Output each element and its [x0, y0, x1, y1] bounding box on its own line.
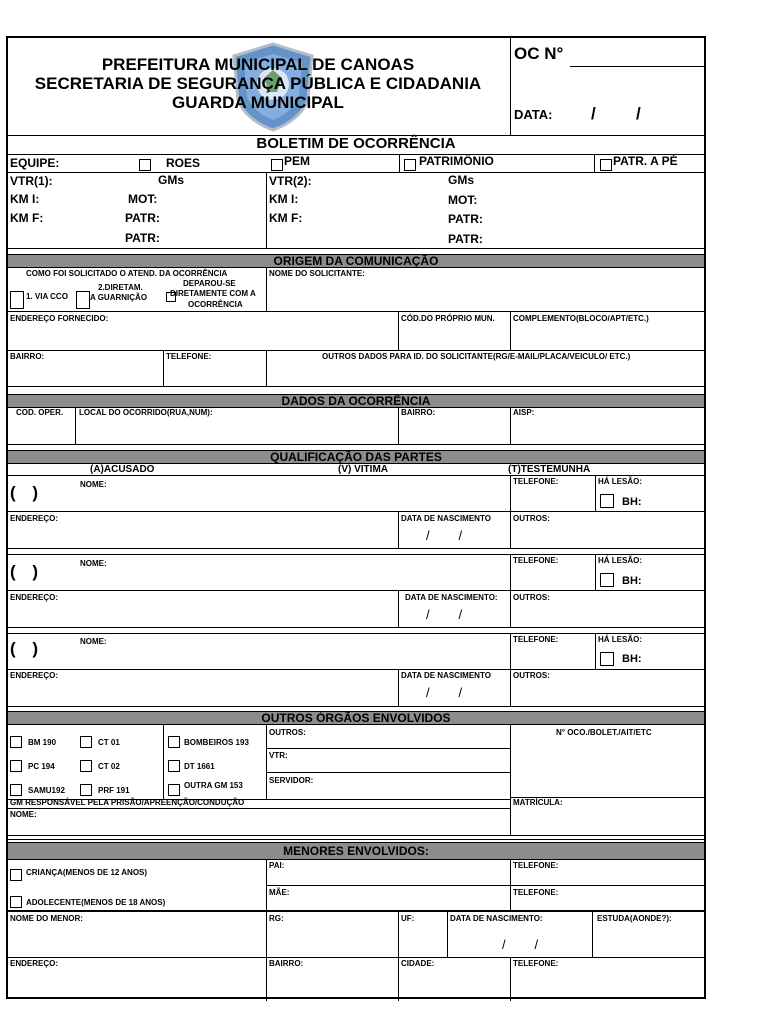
party-3-data-nasc-label: DATA DE NASCIMENTO [401, 671, 491, 680]
bombeiros-checkbox[interactable] [168, 736, 180, 748]
complemento-label: COMPLEMENTO(BLOCO/APT/ETC.) [513, 314, 649, 323]
telefone-solicitante-label: TELEFONE: [166, 352, 212, 361]
qualificacao-band: QUALIFICAÇÃO DAS PARTES [8, 450, 704, 464]
bairro-solicitante-label: BAIRRO: [10, 352, 45, 361]
vitima-label: (V) VITIMA [338, 464, 388, 475]
km-i-2-label: KM I: [269, 192, 299, 206]
estuda-label: ESTUDA(AONDE?): [597, 914, 672, 923]
menor-cidade-label: CIDADE: [401, 959, 435, 968]
party-2-date-field[interactable]: / / [426, 607, 463, 622]
km-i-1-label: KM I: [10, 192, 40, 206]
party-2-data-nasc-label: DATA DE NASCIMENTO: [405, 593, 498, 602]
party-1-outros-label: OUTROS: [513, 514, 550, 523]
rg-label: RG: [269, 914, 284, 923]
date-label: DATA: [514, 107, 553, 122]
party-3-lesao-label: HÁ LESÃO: [598, 635, 642, 644]
pem-checkbox[interactable] [271, 159, 283, 171]
bm-checkbox[interactable] [10, 736, 22, 748]
origem-band: ORIGEM DA COMUNICAÇÃO [8, 254, 704, 268]
dados-band: DADOS DA OCORRÊNCIA [8, 394, 704, 408]
prf-checkbox[interactable] [80, 784, 92, 796]
party-1-bh-label: BH: [622, 496, 642, 508]
patr-a-pe-checkbox[interactable] [600, 159, 612, 171]
menor-endereco-label: ENDEREÇO: [10, 959, 59, 968]
deparou-label-a: DEPAROU-SE [183, 279, 236, 288]
party-2-lesao-checkbox[interactable] [600, 573, 614, 587]
party-1-lesao-checkbox[interactable] [600, 494, 614, 508]
n-oco-label: N° OCO./BOLET./AIT/ETC [556, 728, 652, 737]
mae-telefone-label: TELEFONE: [513, 888, 559, 897]
occurrence-form: PREFEITURA MUNICIPAL DE CANOAS SECRETARIA DE SEGURANÇA PÚBLICA E CIDADANIA GUARDA MUNICIPAL OC N° DATA: / / BOLETIM DE OCORRÊNCIA EQUIPE: ROES PEM PATRIMÔNIO PATR. A PÉ VTR(1): GMs KM I: MOT: KM F: PATR: PATR: VTR(2): GMs KM I: MOT: KM F: PATR: PATR: ORIGEM DA COMUNICAÇÃO COMO FOI SOLICITADO O ATEND. DA OCORRÊNCIA 1. VIA CCO 2.DIRETAM. A GUARNIÇÃO DEPAROU-SE DIRETAMENTE COM A OCORRÊNCIA NOME DO SOLICITANTE: ENDEREÇO FORNECIDO: CÓD.DO PRÓPRIO MUN. COMPLEMENTO(BLOCO/APT/ETC.) BAIRRO: TELEFONE: OUTROS DADOS PARA ID. DO SOLICITANTE(RG/E-MAIL/PLACA/VEICULO/ ETC.) DADOS DA OCORRÊNCIA COD. OPER. LOCAL DO OCORRIDO(RUA,NUM): BAIRRO: AISP: QUALIFICAÇÃO DAS PARTES (A)ACUSADO (V) VITIMA (T)TESTEMUNHA ( ) NOME: TELEFONE: HÁ LESÃO: BH: ENDEREÇO: DATA DE NASCIMENTO / / OUTROS: ( ) NOME: TELEFONE: HÁ LESÃO: BH: ENDEREÇO: DATA DE NASCIMENTO: / / OUTROS: ( ) NOME: TELEFONE: HÁ LESÃO: BH: ENDEREÇO: DATA DE NASCIMENTO / / OUTROS: OUTROS ÓRGÃOS ENVOLVIDOS BM 190 CT 01 BOMBEIROS 193 PC 194 CT 02 DT 1661 SAMU192 PRF 191 OUTRA GM 153 OUTROS: VTR: SERVIDOR: N° OCO./BOLET./AIT/ETC GM RESPONSÁVEL PELA PRISÃO/APREENÇÃO/CONDUÇÃO MATRÍCULA: NOME: MENORES ENVOLVIDOS: CRIANÇA(MENOS DE 12 ANOS) ADOLECENTE(MENOS DE 18 ANOS) PAI: TELEFONE: MÃE: TELEFONE: NOME DO MENOR: RG: UF: DATA DE NASCIMENTO: / / ESTUDA(AONDE?): ENDEREÇO: BAIRRO: CIDADE: TELEFONE: [6, 36, 706, 999]
como-solicitado-label: COMO FOI SOLICITADO O ATEND. DA OCORRÊNCIA [26, 269, 228, 278]
party-3-telefone-label: TELEFONE: [513, 635, 559, 644]
mot-1-label: MOT: [128, 192, 158, 206]
deparou-label-c: OCORRÊNCIA [188, 300, 243, 309]
aisp-label: AISP: [513, 408, 535, 417]
nome-menor-label: NOME DO MENOR: [10, 914, 83, 923]
party-1-date-field[interactable]: / / [426, 528, 463, 543]
matricula-label: MATRÍCULA: [513, 798, 563, 807]
endereco-fornecido-label: ENDEREÇO FORNECIDO: [10, 314, 109, 323]
party-2-endereco-label: ENDEREÇO: [10, 593, 59, 602]
gms1-label: GMs [158, 173, 185, 187]
party-1-data-nasc-label: DATA DE NASCIMENTO [401, 514, 491, 523]
outros-orgaos-band: OUTROS ÓRGÃOS ENVOLVIDOS [8, 711, 704, 725]
adolescente-label: ADOLECENTE(MENOS DE 18 ANOS) [26, 898, 166, 907]
uf-label: UF: [401, 914, 415, 923]
gm-responsavel-label: GM RESPONSÁVEL PELA PRISÃO/APREENÇÃO/CONDUÇÃO [10, 798, 245, 807]
servidor-label: SERVIDOR: [269, 776, 314, 785]
party-3-date-field[interactable]: / / [426, 685, 463, 700]
outros-orgaos-outros-label: OUTROS: [269, 728, 306, 737]
pc-label: PC 194 [28, 762, 55, 771]
party-1-endereco-label: ENDEREÇO: [10, 514, 59, 523]
samu-label: SAMU192 [28, 786, 65, 795]
header-line-2: SECRETARIA DE SEGURANÇA PÚBLICA E CIDADANIA [34, 74, 482, 93]
pc-checkbox[interactable] [10, 760, 22, 772]
adolescente-checkbox[interactable] [10, 896, 22, 908]
dt-label: DT 1661 [184, 762, 215, 771]
party-2-outros-label: OUTROS: [513, 593, 550, 602]
via-cco-checkbox[interactable] [10, 291, 24, 309]
ct01-checkbox[interactable] [80, 736, 92, 748]
party-2-nome-label: NOME: [80, 559, 107, 568]
party-2-lesao-label: HÁ LESÃO: [598, 556, 642, 565]
vtr1-label: VTR(1): [10, 174, 53, 188]
pai-label: PAI: [269, 861, 285, 870]
ct02-label: CT 02 [98, 762, 120, 771]
outra-gm-checkbox[interactable] [168, 784, 180, 796]
menores-band: MENORES ENVOLVIDOS: [8, 842, 704, 860]
patr-2b-label: PATR: [448, 232, 483, 246]
party-1-telefone-label: TELEFONE: [513, 477, 559, 486]
pai-telefone-label: TELEFONE: [513, 861, 559, 870]
patr-a-pe-label: PATR. A PÉ [613, 154, 678, 168]
diretam-checkbox[interactable] [76, 291, 90, 309]
patr-2a-label: PATR: [448, 212, 483, 226]
party-2-bh-label: BH: [622, 575, 642, 587]
vtr-orgao-label: VTR: [269, 751, 288, 760]
km-f-1-label: KM F: [10, 211, 44, 225]
cod-proprio-label: CÓD.DO PRÓPRIO MUN. [401, 314, 495, 323]
km-f-2-label: KM F: [269, 211, 303, 225]
equipe-label: EQUIPE: [10, 156, 60, 170]
party-3-nome-label: NOME: [80, 637, 107, 646]
mae-label: MÃE: [269, 888, 290, 897]
menor-date-field[interactable]: / / [502, 937, 539, 952]
bm-label: BM 190 [28, 738, 57, 747]
cod-oper-label: COD. OPER. [16, 408, 64, 417]
crianca-label: CRIANÇA(MENOS DE 12 ANOS) [26, 868, 148, 877]
boletim-title: BOLETIM DE OCORRÊNCIA [256, 135, 456, 152]
party-3-lesao-checkbox[interactable] [600, 652, 614, 666]
header-line-3: GUARDA MUNICIPAL [172, 93, 344, 112]
menor-bairro-label: BAIRRO: [269, 959, 304, 968]
party-1-nome-label: NOME: [80, 480, 107, 489]
ct02-checkbox[interactable] [80, 760, 92, 772]
deparou-label-b: DIRETAMENTE COM A [170, 289, 256, 298]
party-3-bh-label: BH: [622, 653, 642, 665]
bairro-ocorrencia-label: BAIRRO: [401, 408, 436, 417]
menor-data-nasc-label: DATA DE NASCIMENTO: [450, 914, 543, 923]
oc-number-label: OC N° [514, 44, 564, 63]
outros-dados-label: OUTROS DADOS PARA ID. DO SOLICITANTE(RG/E-MAIL/PLACA/VEICULO/ ETC.) [322, 352, 631, 361]
dt-checkbox[interactable] [168, 760, 180, 772]
diretam-label-b: A GUARNIÇÃO [90, 293, 148, 302]
roes-checkbox[interactable] [139, 159, 151, 171]
party-2-type[interactable]: ( ) [10, 562, 45, 581]
patr-1a-label: PATR: [125, 211, 160, 225]
patrimonio-checkbox[interactable] [404, 159, 416, 171]
acusado-label: (A)ACUSADO [90, 464, 155, 475]
vtr2-label: VTR(2): [269, 174, 312, 188]
party-2-telefone-label: TELEFONE: [513, 556, 559, 565]
menor-telefone-label: TELEFONE: [513, 959, 559, 968]
gms2-label: GMs [448, 173, 475, 187]
roes-label: ROES [166, 156, 201, 170]
local-ocorrido-label: LOCAL DO OCORRIDO(RUA,NUM): [79, 408, 213, 417]
party-1-lesao-label: HÁ LESÃO: [598, 477, 642, 486]
party-3-endereco-label: ENDEREÇO: [10, 671, 59, 680]
party-3-type[interactable]: ( ) [10, 639, 45, 658]
testemunha-label: (T)TESTEMUNHA [508, 464, 591, 475]
party-1-type[interactable]: ( ) [10, 483, 45, 502]
party-3-outros-label: OUTROS: [513, 671, 550, 680]
diretam-label-a: 2.DIRETAM. [98, 283, 143, 292]
pem-label: PEM [284, 154, 311, 168]
ct01-label: CT 01 [98, 738, 120, 747]
patrimonio-label: PATRIMÔNIO [419, 154, 494, 168]
crianca-checkbox[interactable] [10, 869, 22, 881]
outra-gm-label: OUTRA GM 153 [184, 781, 243, 790]
patr-1b-label: PATR: [125, 231, 160, 245]
via-cco-label: 1. VIA CCO [26, 292, 68, 301]
prf-label: PRF 191 [98, 786, 130, 795]
gm-nome-label: NOME: [10, 810, 37, 819]
bombeiros-label: BOMBEIROS 193 [184, 738, 249, 747]
header-line-1: PREFEITURA MUNICIPAL DE CANOAS [101, 55, 415, 74]
mot-2-label: MOT: [448, 193, 478, 207]
nome-solicitante-label: NOME DO SOLICITANTE: [269, 269, 365, 278]
samu-checkbox[interactable] [10, 784, 22, 796]
